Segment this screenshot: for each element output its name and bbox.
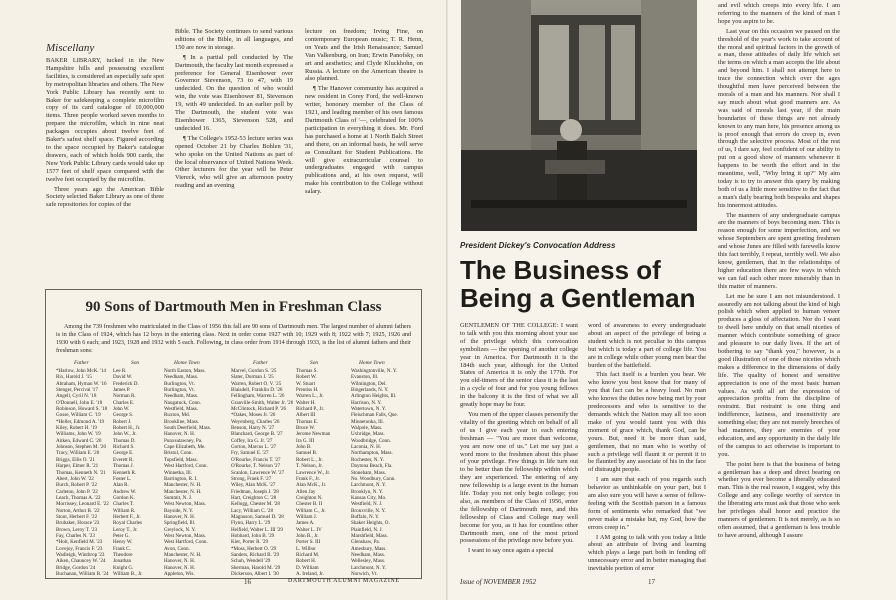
list-item: Robinson, Howard S. '18 (56, 406, 108, 413)
list-item: Alan R. (113, 482, 129, 489)
list-item: Hobbard, John B. '29 (231, 532, 275, 539)
list-item: Rix, Harold J. '15 (56, 374, 92, 381)
list-item: *Harlow, John McK. '14 (56, 368, 106, 374)
list-item: Cape Elizabeth, Me. (164, 444, 206, 451)
list-item: Larchmont, N. Y. (351, 564, 387, 571)
list-item: Granville-Smith, Walter Jr. '26 (231, 399, 294, 406)
list-item: *Oakes, Moses Jr. '26 (231, 412, 276, 419)
list-item: Fleischman Falls, Que. (351, 412, 398, 419)
list-item: Robert H., Jr. (113, 425, 141, 432)
article-col2-paragraph: I am sure that each of you regards such behavior as unthinkable on your part, but I am also sure you will have a sense of fellow-feeling with the Scottish parson in a famous form of sentiments who remarked that "we never make a mistake but, my God, how the errors creep in." (588, 476, 706, 531)
list-item: Ira G. III (296, 437, 315, 444)
title-line-2: Being a Gentleman (460, 283, 696, 313)
list-item: Burlington, Vt. (164, 387, 195, 394)
list-item: Watertown, N. Y. (351, 406, 387, 413)
list-header: Son (310, 360, 319, 366)
folio-right: 17 (648, 578, 655, 586)
list-item: Robert L., Jr. (296, 456, 323, 463)
list-item: Hanover, N. H. (164, 564, 196, 571)
article-col-1 (460, 322, 578, 574)
list-item: Winnetka, Ill. (164, 469, 192, 476)
list-item: William J. (296, 513, 318, 520)
list-item: Brubaker, Horace '23 (56, 520, 100, 527)
list-item: Peter G. (113, 532, 130, 539)
list-item: Morrissey, Leonard E. '22 (56, 501, 109, 508)
list-item: North Easton, Mass. (164, 368, 206, 374)
article-col3-paragraph: and evil which creeps into every life. I am referring to the manners of the kind of man I hope you aspire to be. (718, 2, 840, 25)
list-item: Fry, Samuel E. '27 (231, 450, 269, 457)
list-item: Lovejoy, Francis F. '23 (56, 545, 103, 552)
list-item: Warren L., Jr. (296, 393, 324, 400)
list-item: Naugatuck, Conn. (164, 399, 201, 406)
article-col1-paragraph: I want to say once again a special (468, 547, 554, 555)
name-list-column (296, 368, 330, 576)
list-item: Brooklyn, N. Y. (351, 488, 384, 495)
list-item: Stout, Herbert F. '22 (56, 513, 98, 520)
list-item: Rochester, N. Y. (351, 456, 385, 463)
list-item: West Hartford, Conn. (164, 539, 208, 546)
magazine-name: DARTMOUTH ALUMNI MAGAZINE (288, 578, 400, 584)
list-header: Father (74, 360, 89, 366)
list-item: West Newton, Mass. (164, 501, 207, 508)
list-item: Bingerlands, N. Y. (351, 387, 389, 394)
list-item: Briggs, Ellis O. '21 (56, 456, 95, 463)
photo-image (461, 0, 697, 231)
list-item: Andrew W. (113, 488, 137, 495)
list-item: Kellogg, Chester M. '28 (231, 501, 280, 508)
list-item: T. Nelson, Jr. (296, 463, 323, 470)
col-3 (305, 28, 423, 285)
list-item: Carleton, John P. '22 (56, 488, 98, 495)
list-item: Manchester, N. H. (164, 482, 202, 489)
list-item: John B., Jr. (296, 532, 319, 539)
list-item: Evanston, Ill. (351, 374, 379, 381)
list-item: *Heller, Edmond A. '19 (56, 418, 105, 425)
name-list-column (231, 368, 293, 576)
list-item: Herbert F., Jr. (113, 513, 141, 520)
list-item: William R. (113, 507, 136, 514)
list-item: Kiley, Robert H. '19 (56, 425, 97, 432)
list-item: Warren, Robert O. V. '25 (231, 380, 282, 387)
misc-col1-paragraph: Three years ago the American Bible Society selected Baker Library as one of three safe repositories for copies of the (46, 185, 164, 209)
list-item: Summit, N. J. (164, 494, 193, 501)
article-col-2 (588, 322, 706, 574)
list-item: Gorton, Marcus L. '27 (231, 444, 277, 451)
title-line-1: The Business of (460, 255, 661, 285)
list-item: Slater, Dorman J. '25 (231, 374, 274, 381)
list-item: James A. (296, 520, 315, 527)
right-page (448, 0, 896, 600)
list-item: Benson, Harry N. '27 (231, 425, 275, 432)
list-item: Weyenberg, Charles '26 (231, 418, 280, 425)
list-item: Walpole, Mass. (351, 425, 383, 432)
list-item: Robert J. (113, 418, 132, 425)
list-item: Blaisdell, Franklin D. '26 (231, 387, 283, 394)
list-item: Thomas E. (296, 418, 319, 425)
list-item: Leroy T., Jr. (113, 526, 138, 533)
list-item: Springfield, Ill. (164, 520, 196, 527)
list-item: Lacy, William C. '28 (231, 507, 274, 514)
name-list-column (113, 368, 143, 576)
list-item: Sanders, Richard B. '29 (231, 551, 280, 558)
name-list-column (56, 368, 109, 576)
list-item: Glenshaw, Pa. (351, 539, 380, 546)
list-item: John B. (296, 444, 312, 451)
list-item: Hanover, N. H. (164, 431, 196, 438)
list-item: James P. (113, 387, 131, 394)
list-item: Albert III (296, 412, 316, 419)
list-item: Richard P., Jr. (296, 406, 325, 413)
list-item: A. Ireland, Jr. (296, 571, 324, 576)
list-item: O'Rourke, Francis T. '27 (231, 456, 281, 463)
freshman-sons-box (45, 289, 422, 579)
issue-footer: Issue of NOVEMBER 1952 (460, 578, 537, 586)
list-item: Marvel, Gordon S. '25 (231, 368, 277, 374)
list-item: Minnetonka, Ill. (351, 418, 384, 425)
misc-col2-paragraph: Bible. The Society continues to send various editions of the Bible, in all languages, and 150 are now in storage. (175, 28, 293, 51)
list-item: Friedman, Joseph J. '28 (231, 488, 279, 495)
list-item: Leach, Thomas A. '22 (56, 494, 101, 501)
convocation-photo (461, 0, 697, 231)
list-item: Norman R. (113, 393, 136, 400)
box-intro: Among the 739 freshmen who matriculated in the Class of 1956 this fall are 90 sons of Dartmouth men. The largest number of alumni fathers is in the Class of 1924, which has 12 boys in the entering class. Next in order come 1927 with 10; 1929 with 8; 1922 with 7; 1925, 1926 and 1930 with 6 each; and 1923, 1928 and 1932 with 5 each. Following, in class order from 1914 through 1933, is the list of alumni fathers and their freshman sons: (56, 324, 411, 354)
misc-col3-paragraph: lecture on freedom; Irving Fine, on contemporary European music; T. R. Henn, on Yeats and the Irish Renaissance; Samuel Van Valkenburg, on Iran; Erwin Panofsky, on art and aesthetics; and Clyde Kluckhohn, on Russia. A lecture on the American theatre is also planned. (305, 28, 423, 83)
list-item: Washingtonville, N. Y. (351, 368, 398, 374)
list-item: Bayside, N. Y. (164, 507, 194, 514)
list-item: Buchanan, William B. '24 (56, 571, 109, 576)
list-item: Fellingham, Warren L. '26 (231, 393, 285, 400)
article-col2-paragraph: I AM going to talk with you today a little about an attribute of living and learning which plays a large part both in fending off unnecessary error and in better managing that inevitable portion of error (588, 533, 706, 573)
list-item: Prentiss H. (296, 387, 319, 394)
list-item: Amesbury, Mass. (351, 545, 387, 552)
list-item: Hart, Creighton C. '28 (231, 494, 277, 501)
list-item: Thomas S. (296, 368, 318, 374)
list-item: Creighton N. (296, 494, 323, 501)
list-item: Aitken, Edward C. '20 (56, 437, 102, 444)
list-header: Home Town (174, 360, 200, 366)
list-item: Plainfield, N. J. (351, 526, 383, 533)
list-item: Henry W. (113, 539, 133, 546)
list-item: Sherman, Harold M. '29 (231, 564, 281, 571)
list-item: Thomas J. (113, 463, 134, 470)
list-item: D. William (296, 564, 319, 571)
list-item: Arlington Heights, Ill. (351, 393, 397, 400)
article-col2-paragraph: word of awareness to every undergraduate about an aspect of the privilege of being a student which is not peculiar to this campus but which is today a part of college life. You are in college while other young men bear the burden of the battlefield. (588, 322, 706, 369)
list-item: Marshfield, Mass. (351, 532, 388, 539)
list-item: Foster L. (113, 475, 132, 482)
list-item: Thomas, Kenneth N. '21 (56, 469, 106, 476)
list-item: Barrington, R. I. (164, 475, 198, 482)
list-item: Lawrence W., Jr. (296, 469, 331, 476)
list-item: Harper, Elmer R. '21 (56, 463, 99, 470)
list-item: Wiley, Alan McK. '27 (231, 482, 276, 489)
list-item: Johnson, Stephen M. '20 (56, 444, 107, 451)
list-item: Coffey, Ira G. Jr. '27 (231, 437, 273, 444)
list-item: *Moss, Herbert O. '29 (231, 545, 277, 552)
list-item: Brookline, Mass. (164, 418, 199, 425)
list-item: Buffalo, N. Y. (351, 513, 380, 520)
list-item: *Holt, Kenfield M. '23 (56, 539, 103, 546)
list-item: Stoneham, Mass. (351, 469, 386, 476)
list-item: Magnuson, Samuel D. '28 (231, 513, 284, 520)
list-item: Chester B. II (296, 501, 323, 508)
list-item: Blanchard, George B. '27 (231, 431, 283, 438)
misc-col3-paragraph: ¶ The Hanover community has acquired a new resident in Corey Ford, the well-known writer, honorary member of the Class of 1921, and leading member of his own famous Dartmouth Class of '—, celebrated for 100% participation in everything it does. Mr. Ford has purchased a home at 1 North Balch Street and there, on an informal basis, he will serve as Consultant for Student Publications. He will give extracurricular counsel to undergraduates engaged with campus publications and, at his own request, will make his contribution to the College without salary. (305, 85, 423, 196)
list-item: L. Wilbur (296, 545, 316, 552)
list-item: Kansas City, Mo. (351, 494, 387, 501)
list-item: Hanover, N. H. (164, 558, 196, 565)
article-col-3 (718, 2, 840, 580)
list-item: Burch, Robert P. '22 (56, 482, 97, 489)
article-title (460, 256, 696, 312)
box-title: 90 Sons of Dartmouth Men in Freshman Class (85, 299, 382, 315)
list-item: Ruxton, Md. (164, 412, 190, 419)
list-item: Westfield, N. J. (351, 501, 383, 508)
list-item: Strong, Frank F. '27 (231, 475, 272, 482)
list-item: Richard M. (296, 551, 320, 558)
list-item: Harrison, N. Y. (351, 399, 382, 406)
list-item: West Newton, Mass. (164, 532, 207, 539)
article-col3-paragraph: The point here is that the business of being a gentleman has a deep and direct bearing on whether you ever become a liberally educated man. This is the real reason, I suggest, why this College and any college worthy of service in the liberating arts must ask that those who seek her privileges shall honor and practice the manners of gentlemen. It is not merely, as is so often assumed, that a gentleman is less trouble to have around, although I assure (718, 460, 840, 539)
list-item: Bruce W. (296, 425, 315, 432)
list-item: Williams, John W. '19 (56, 431, 101, 438)
list-item: West Hartford, Conn. (164, 463, 208, 470)
list-item: Abert, John W. '22 (56, 475, 94, 482)
list-item: W. Stuart (296, 380, 316, 387)
list-item: Schuh, Wendell '29 (231, 558, 271, 565)
list-item: Punxsutawney, Pa. (164, 437, 203, 444)
list-item: Dickerson, Albert I. '30 (231, 571, 279, 576)
list-item: William C., Jr. (296, 507, 326, 514)
list-item: Avon, Conn. (164, 545, 190, 552)
list-item: Wellesley, Mass. (351, 558, 386, 565)
list-item: Brown, Leroy T. '23 (56, 526, 98, 533)
list-item: Angell, Cyril N. '18 (56, 393, 97, 400)
list-item: Westfield, Mass. (164, 406, 198, 413)
list-item: Hanover, N. H. (164, 513, 196, 520)
list-item: Tracy, William E. '20 (56, 450, 100, 457)
list-item: Royal Charles (113, 520, 143, 527)
list-item: Daytona Beach, Fla. (351, 463, 393, 470)
article-col2-paragraph: This fact itself is a burden you bear. We who know you best know that for many of you that fact can be a heavy load. No man who knows the duties now being met by your predecessors and who is sensitive to the demands which the Nation may all too soon make of you would taunt you with this moment of grace which, thank God, can be yours. But, need it be more than said, gentlemen, that no man who is worthy of such a privilege will flaunt it or permit it to be flaunted by any associate of his in the face of distraught people. (588, 371, 706, 474)
list-header: Son (131, 360, 140, 366)
list-item: John W., Jr. (113, 431, 137, 438)
list-item: Abraham, Hyman W. '16 (56, 380, 107, 387)
list-item: Alan McK., Jr. (296, 482, 327, 489)
list-item: Wilmington, Del. (351, 380, 387, 387)
list-item: South Deerfield, Mass. (164, 425, 211, 432)
col-2 (175, 28, 293, 285)
list-item: Walter H. (296, 399, 316, 406)
name-list-column (164, 368, 211, 576)
misc-col2-paragraph: ¶ The College's 1952-53 lecture series was opened October 21 by Charles Bohlen '31, who spoke on the United Nations as part of the local observance of United Nations Week. Other lecturers for the year will be Peter Viereck, who will give an afternoon poetry reading and an evening (175, 134, 293, 190)
list-item: Laconia, N. H. (351, 444, 382, 451)
list-item: O'Donnell, John E. '18 (56, 399, 103, 406)
list-item: Bridge, Gordon '24 (56, 564, 96, 571)
list-item: Kenneth R. (113, 469, 137, 476)
article-col3-paragraph: The manners of any undergraduate campus are the manners of boys becoming men. This is reason enough for some imperfection, and we whose Septembers are spent greeting freshmen and whose Junes are filled with farewells know this fact terribly, I repeat, terribly well. We also know, gentlemen, that in the relationships of higher education there are few ways in which we can fail each other more miserably than in this matter of manners. (718, 211, 840, 290)
list-item: Manchester, N. H. (164, 488, 202, 495)
col-1 (46, 42, 164, 285)
list-item: Topsfield, Mass. (164, 456, 198, 463)
list-item: Lee R. (113, 368, 127, 374)
list-item: Richard S. (113, 444, 135, 451)
list-item: Gordon K. (113, 494, 135, 501)
misc-col2-paragraph: ¶ In a partial poll conducted by The Dartmouth, the faculty last month expressed a preference for General Eisenhower over Governor Stevenson, 73 to 47, with 19 undecided. On the question of who would win, the vote was Eisenhower 81, Stevenson 19, with 49 undecided. In an earlier poll by The Dartmouth, the student vote was Eisenhower 1365, Stevenson 528, and undecided 16. (175, 53, 293, 132)
list-item: O'Rourke, T. Nelson '27 (231, 463, 281, 470)
list-item: Frederick D. (113, 380, 139, 387)
misc-col1-paragraph: BAKER LIBRARY, tucked in the New Hampshire hills and possessing excellent facilities, is considered an especially safe spot by metropolitan libraries and others. The New York Public Library has recently sent to Baker for safekeeping a complete microfilm copy of its card catalogue of 10,000,000 items. Three people worked seven months to prepare the microfilm, which in nine neat packages occupies about twelve feet of Baker's safest shelf space. Figured according to the space occupied by Baker's catalogue drawers, each of which holds 900 cards, the New York Public Library cards would take up 1577 feet of shelf space compared with the twelve feet occupied by the microfilm. (46, 57, 164, 183)
list-item: Charles T. (113, 501, 134, 508)
list-item: Manchester, N. H. (164, 551, 202, 558)
list-item: Samuel B. (296, 450, 318, 457)
article-col1-paragraph: You men of the upper classes personify the vitality of the greeting which on behalf of all of us I give each year to each entering freshman — "You are more than welcome, you are now one of us." Let me say just a word more to the freshmen about this phase of your privilege. Few things in life turn out to be better than the fellowship within which they are experienced. The entering of any new fellowship is a large event in the human life. Today you not only begin college; you also, as members of the Class of 1956, enter the fellowship of Dartmouth men, and this fellowship of Class and College may well become for you, as it has for countless other Dartmouth men, one of the most prized possessions of the privilege now before you. (460, 410, 578, 545)
list-item: Norton, Arthur B. '22 (56, 507, 100, 514)
folio-left: 16 (244, 578, 251, 586)
list-item: Aiken, Chauncey W. '24 (56, 558, 106, 565)
list-item: Robert H. (296, 558, 317, 565)
list-item: Woodbridge, Conn. (351, 437, 391, 444)
list-item: Bristol, Conn. (164, 450, 193, 457)
list-item: Needham, Mass. (351, 551, 386, 558)
section-heading: Miscellany (46, 42, 95, 54)
list-item: Heifield, Walter L. III '29 (231, 526, 283, 533)
article-col1-paragraph: GENTLEMEN OF THE COLLEGE: I want to talk with you this morning about your use of the privilege which this convocation symbolizes — the opening of another college year in America. For Dartmouth it is the 184th such year, although for the United States of America it is only the 177th. For you old-timers of the senior class it is the last in a cycle of four and for you young fellows in the balcony it is the first of what we all greatly hope may be four. (460, 322, 578, 409)
list-item: Porter S. III (296, 539, 321, 546)
list-item: Wadleigh, Winthrop '23 (56, 551, 105, 558)
list-item: Theodore (113, 551, 133, 558)
article-subtitle: President Dickey's Convocation Address (460, 241, 616, 250)
list-item: Northampton, Mass. (351, 450, 393, 457)
list-item: Larchmont, N. Y. (351, 482, 387, 489)
list-item: Knight G. (113, 564, 134, 571)
list-item: Needham, Mass. (164, 374, 199, 381)
list-item: Allen Jay (296, 488, 316, 495)
list-item: George E. (113, 450, 134, 457)
list-item: Greylock, N. Y. (164, 526, 196, 533)
list-item: Norwich, Vt. (351, 571, 378, 576)
list-item: Appleton, Wis. (164, 571, 195, 576)
list-item: Fay, Charles N. '23 (56, 532, 95, 539)
list-item: Scanlon, Lawrence W. '27 (231, 469, 285, 476)
list-item: David W. (113, 374, 133, 381)
article-col3-paragraph: Let me be sure I am not misunderstood. I assuredly am not talking about the kind of high polish which when applied to human veneer produces a gloss of affectation. Nor do I want to dwell here unduly on that small niceties of manner which contribute something of grace and pleasure to our daily lives. If the art of bothering to say "thank you," however, is a good illustration of one of those niceties which makes a difference in the dimensions of daily life. The quality of honest and sensitive appreciation is one of the most basic human values. As with all art the expression of appreciation profits from the discipline of restraint. But restraint is one thing and indifference, laziness, and insensitivity are something else; they are not merely breeches of bad manners, they are enemies of your education, and any opportunity in the daily life of the campus to act otherwise is important to you. (718, 292, 840, 458)
list-item: John W. (113, 406, 130, 413)
list-item: Gosse, William C. '19 (56, 412, 101, 419)
list-item: Stenger, Percival '17 (56, 387, 98, 394)
list-header: Home Town (359, 360, 385, 366)
list-item: Frank C. (113, 545, 131, 552)
list-item: Frank F., Jr. (296, 475, 321, 482)
list-item: McClintock, Richard P. '26 (231, 406, 287, 413)
list-item: Flynn, Harry L. '29 (231, 520, 271, 527)
list-item: Needham, Mass. (164, 393, 199, 400)
list-item: George S. (113, 412, 134, 419)
list-item: Robert W. (296, 374, 317, 381)
list-item: Jerome Newman (296, 431, 331, 438)
list-item: Shaker Heights, O. (351, 520, 390, 527)
list-item: Burlington, Vt. (164, 380, 195, 387)
list-item: Jonathan (113, 558, 132, 565)
list-item: William B., Jr. (113, 571, 143, 576)
list-item: No. Woodbury, Conn. (351, 475, 396, 482)
name-list-column (351, 368, 398, 576)
list-item: Bronxville, N. Y. (351, 507, 386, 514)
list-item: Thomas D. (113, 437, 136, 444)
list-item: Everett R. (113, 456, 134, 463)
article-col3-paragraph: Last year on this occasion we paused on the threshold of the year's work to take account of the moral and spiritual factors in the growth of a man, those attitudes of daily life which set the terms on which a man accepts the life about and beyond him. I shall not attempt here to trace the connection which over the ages thoughtful men have perceived between the morals of a man and his manners. Nor shall I say much about what good manners are. As was said of morals last year, if the main boundaries of these things are not already known to any man here, his presence among us is proof enough that errors do creep in, even through the selective process. Most of the rest of us, I dare say, feel confident of our ability to put on a good show of manners whenever it happens to be worth the effort and in the meantime, well, "Why bring it up?" My aim today is to try to answer this query by making both of us a little more sensitive to the fact that a man's daily bearing both bespeaks and shapes his innermost attitudes. (718, 27, 840, 209)
list-item: Uxbridge, Mass. (351, 431, 385, 438)
list-item: Charles E. (113, 399, 135, 406)
list-item: Walter L. IV (296, 526, 322, 533)
list-item: Kier, Porter R. '29 (231, 539, 269, 546)
list-header: Father (253, 360, 268, 366)
